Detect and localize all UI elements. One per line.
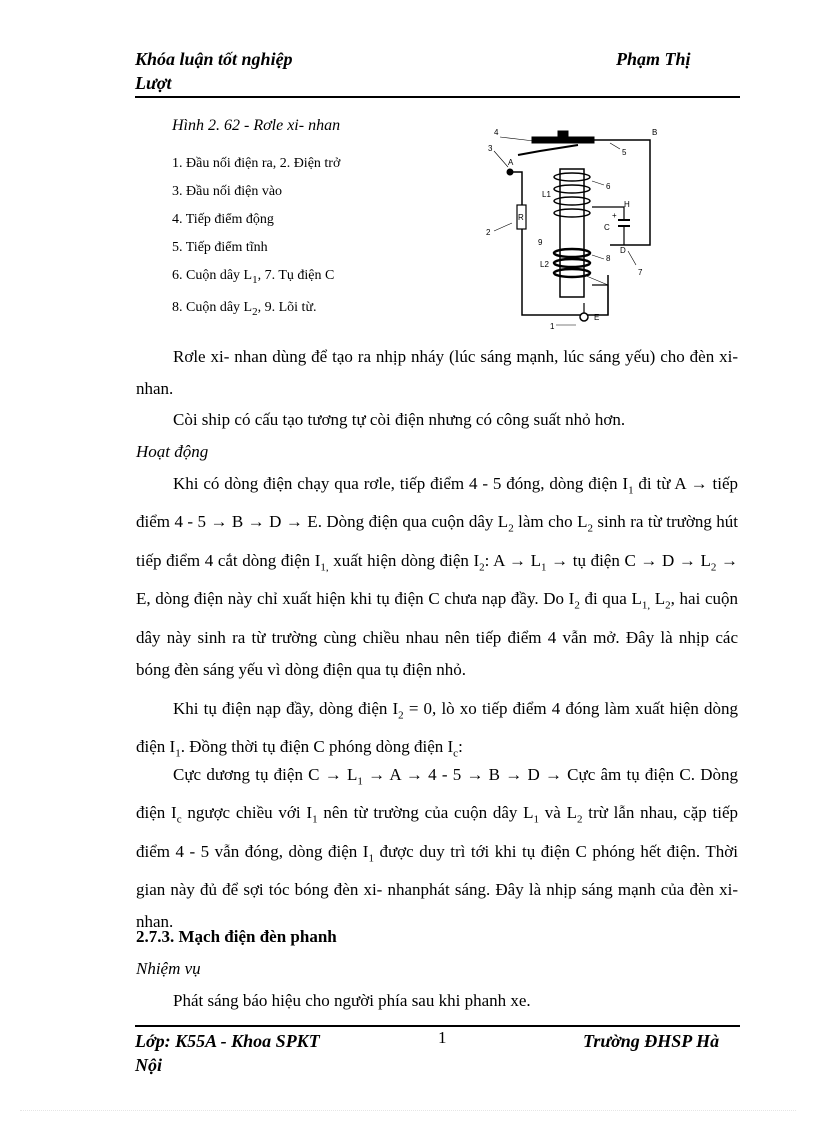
svg-text:L2: L2 (540, 260, 549, 269)
footer-left-line2: Nội (135, 1055, 162, 1075)
svg-text:B: B (652, 128, 658, 137)
svg-text:E: E (594, 313, 600, 322)
svg-text:3: 3 (488, 144, 493, 153)
svg-text:H: H (624, 200, 630, 209)
svg-text:7: 7 (638, 268, 643, 277)
svg-text:4: 4 (494, 128, 499, 137)
paragraph-intro: Rơle xi- nhan dùng để tạo ra nhịp nháy (lúc sáng mạnh, lúc sáng yếu) cho đèn xi- nhan. (136, 347, 738, 398)
terminal-e (580, 313, 588, 321)
legend-item: 8. Cuộn dây $L_2$, 9. Lõi từ. (172, 299, 317, 318)
paragraph-coi-ship: Còi ship có cấu tạo tương tự còi điện nhưng có công suất nhỏ hơn. (173, 410, 626, 429)
relay-diagram (480, 125, 716, 335)
svg-text:+: + (612, 211, 617, 220)
paragraph-capacitor-full: Khi tụ điện nạp đầy, dòng điện $I_2 = 0$, lò xo tiếp điểm 4 đóng làm xuất hiện dòng điện $I_1$. Đồng thời tụ điện C phóng dòng điện $I_c$: (136, 699, 738, 760)
contact-point (558, 131, 568, 139)
legend-item: 6. Cuộn dây $L_1$, 7. Tụ điện C (172, 268, 335, 286)
legend-item: 5. Tiếp điểm tĩnh (172, 240, 268, 255)
svg-text:9: 9 (538, 238, 543, 247)
moving-contact-arm (518, 145, 578, 155)
wire-a (510, 172, 608, 315)
heading-nhiem-vu: Nhiệm vụ (136, 959, 201, 978)
header-left-line2: Lượt (135, 73, 172, 93)
header-left: Khóa luận tốt nghiệp (135, 49, 293, 69)
paragraph-operation: Khi có dòng điện chạy qua rơle, tiếp điểm 4 - 5 đóng, dòng điện $I_1$ đi từ A → tiếp điểm 4 - 5 → B → D → E. Dòng điện qua cuộn dây $L_2$ làm cho $L_2$ sinh ra từ trường hút tiếp điểm 4 cắt dòng điện $I_{1,}$ xuất hiện dòng điện $I_2$: $A \to L_1$ → tụ điện $C \to D \to L_2 \to E$, dòng điện này chỉ xuất hiện khi tụ điện C chưa nạp đầy. Do $I_2$ đi qua $L_{1,}$ $L_2$, hai cuộn dây này sinh ra từ trường cùng chiều nhau nên tiếp điểm 4 vẫn mở. Đây là nhịp các bóng đèn sáng yếu vì dòng điện qua tụ điện nhỏ. (136, 474, 739, 679)
footer-left: Lớp: K55A - Khoa SPKT (135, 1031, 320, 1051)
header-rule (135, 96, 740, 98)
legend-item: 3. Đầu nối điện vào (172, 184, 283, 199)
svg-text:R: R (518, 213, 524, 222)
paragraph-discharge: Cực dương tụ điện $C \to L_1 \to A \to 4 - 5 \to B \to D$ → Cực âm tụ điện C. Dòng điện $I_c$ ngược chiều với $I_1$ nên từ trường của cuộn dây $L_1$ và $L_2$ trừ lẫn nhau, cặp tiếp điểm 4 - 5 vẫn đóng, dòng điện $I_1$ được duy trì tới khi tụ điện C phóng hết điện. Thời gian này đủ để sợi tóc bóng đèn xi- nhanphát sáng. Đây là nhịp sáng mạnh của đèn xi- nhan. (136, 765, 739, 932)
figure-legend (172, 150, 340, 326)
svg-text:6: 6 (606, 182, 611, 191)
svg-text:C: C (604, 223, 610, 232)
heading-hoat-dong: Hoạt động (136, 442, 209, 461)
footer-rule (135, 1025, 740, 1027)
page-edge (20, 1110, 796, 1111)
header-right: Phạm Thị (616, 49, 691, 69)
paragraph-task: Phát sáng báo hiệu cho người phía sau khi phanh xe. (173, 991, 531, 1010)
svg-text:D: D (620, 246, 626, 255)
page-number: 1 (438, 1028, 447, 1047)
footer-right: Trường ĐHSP Hà (583, 1031, 720, 1051)
capacitor (618, 220, 630, 226)
svg-text:L1: L1 (542, 190, 551, 199)
figure-caption: Hình 2. 62 - Rơle xi- nhan (172, 117, 341, 134)
svg-text:5: 5 (622, 148, 627, 157)
legend-item: 1. Đầu nối điện ra, 2. Điện trở (172, 156, 341, 171)
svg-text:1: 1 (550, 322, 555, 331)
svg-text:8: 8 (606, 254, 611, 263)
svg-text:2: 2 (486, 228, 491, 237)
section-heading: 2.7.3. Mạch điện đèn phanh (136, 927, 337, 946)
svg-text:A: A (508, 158, 514, 167)
legend-item: 4. Tiếp điểm động (172, 212, 274, 227)
